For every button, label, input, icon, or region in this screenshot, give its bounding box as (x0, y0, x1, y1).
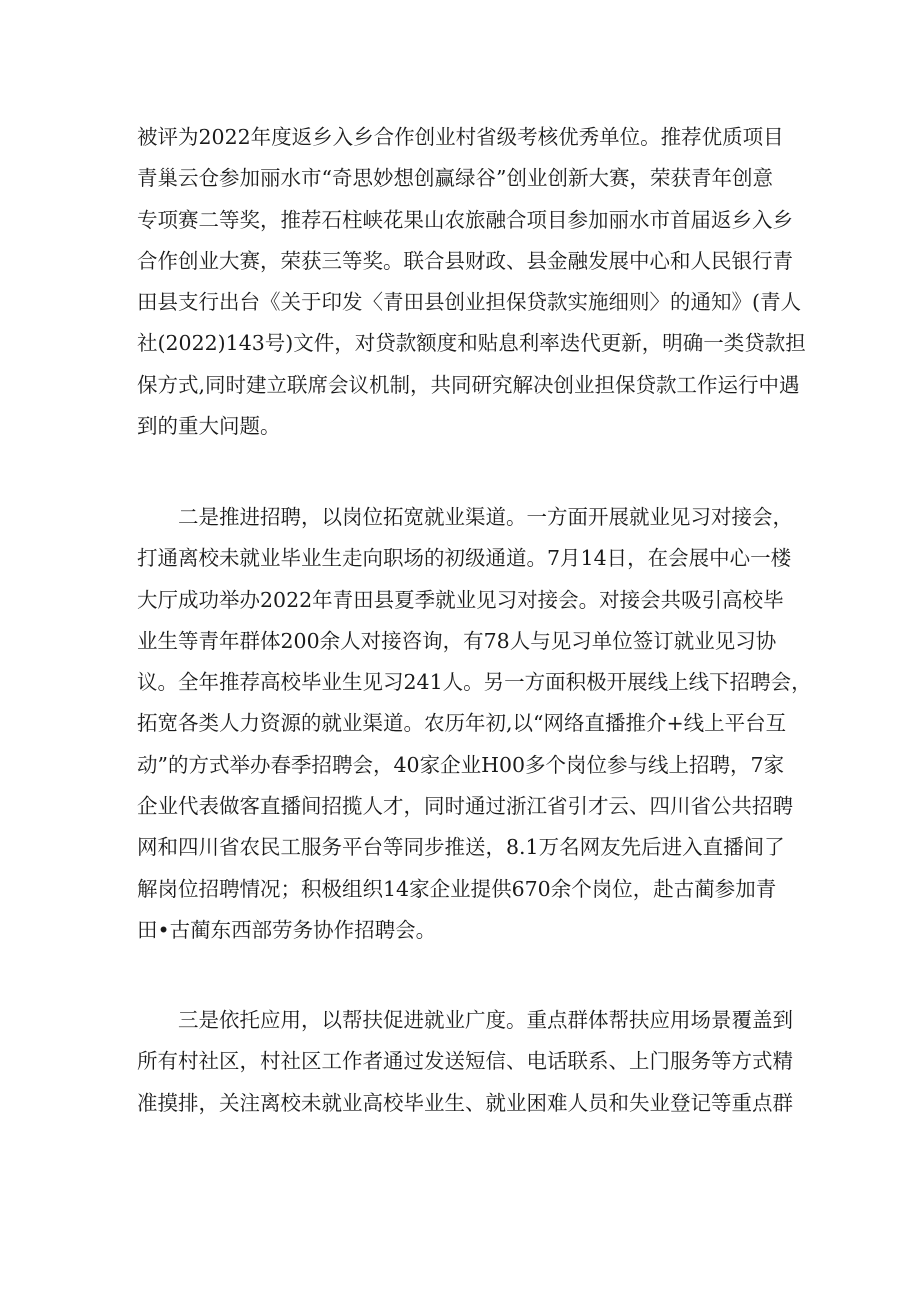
text-line: 拓宽各类人力资源的就业渠道。农历年初,以“网络直播推介+线上平台互 (137, 711, 787, 736)
paragraph-2 (137, 497, 812, 951)
text-line: 保方式,同时建立联席会议机制，共同研究解决创业担保贷款工作运行中遇 (137, 372, 800, 397)
text-line: 所有村社区，村社区工作者通过发送短信、电话联系、上门服务等方式精 (137, 1049, 793, 1074)
text-line: 合作创业大赛，荣获三等奖。联合县财政、县金融发展中心和人民银行青 (137, 248, 793, 273)
text-line: 田县支行出台《关于印发〈青田县创业担保贷款实施细则〉的通知》(青人 (137, 290, 801, 315)
text-line: 专项赛二等奖，推荐石柱峡花果山农旅融合项目参加丽水市首届返乡入乡 (137, 207, 793, 232)
paragraph-3 (137, 1000, 793, 1124)
text-line: 青巢云仓参加丽水市“奇思妙想创赢绿谷”创业创新大赛，荣获青年创意 (137, 166, 773, 191)
text-line: 二是推进招聘，以岗位拓宽就业渠道。一方面开展就业见习对接会， (178, 505, 793, 529)
text-line: 准摸排，关注离校未就业高校毕业生、就业困难人员和失业登记等重点群 (137, 1090, 793, 1115)
text-line: 到的重大问题。 (137, 414, 281, 439)
text-line: 社(2022)143号)文件，对贷款额度和贴息利率迭代更新，明确一类贷款担 (137, 331, 806, 356)
text-line: 打通离校未就业毕业生走向职场的初级通道。7月14日，在会展中心一楼 (137, 546, 792, 571)
text-line: 企业代表做客直播间招揽人才，同时通过浙江省引才云、四川省公共招聘 (137, 794, 793, 819)
text-line: 被评为2022年度返乡入乡合作创业村省级考核优秀单位。推荐优质项目 (137, 125, 784, 149)
text-line: 动”的方式举办春季招聘会，40家企业H00多个岗位参与线上招聘，7家 (137, 752, 785, 777)
text-line: 议。全年推荐高校毕业生见习241人。另一方面积极开展线上线下招聘会， (137, 670, 812, 695)
text-line: 业生等青年群体200余人对接咨询，有78人与见习单位签订就业见习协 (137, 628, 777, 653)
text-line: 三是依托应用，以帮扶促进就业广度。重点群体帮扶应用场景覆盖到 (178, 1008, 793, 1032)
paragraph-1 (137, 117, 806, 447)
text-line: 网和四川省农民工服务平台等同步推送，8.1万名网友先后进入直播间了 (137, 835, 785, 860)
text-line: 大厅成功举办2022年青田县夏季就业见习对接会。对接会共吸引高校毕 (137, 587, 784, 612)
text-line: 田•古蔺东西部劳务协作招聘会。 (137, 917, 437, 942)
text-line: 解岗位招聘情况；积极组织14家企业提供670余个岗位，赴古蔺参加青 (137, 876, 777, 901)
